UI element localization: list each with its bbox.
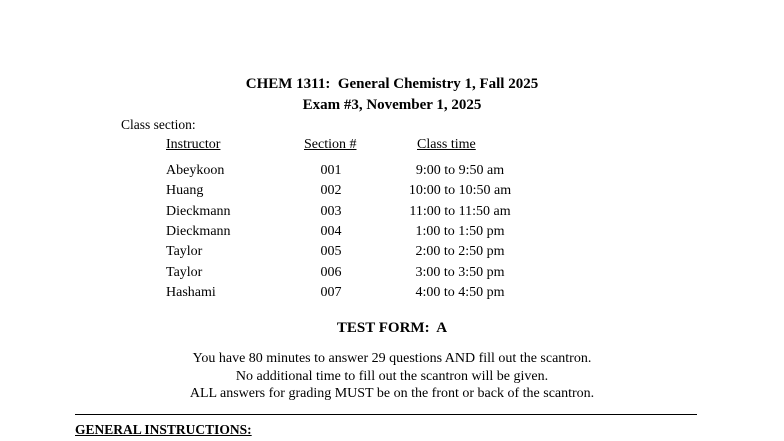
section-number: 003: [320, 204, 342, 219]
no-extra-time-notice: No additional time to fill out the scantron will be given.: [235, 369, 549, 384]
class-time: 11:00 to 11:50 am: [409, 204, 511, 219]
time-limit-notice: You have 80 minutes to answer 29 questions AND fill out the scantron.: [192, 351, 592, 366]
class-time-column-header: Class time: [417, 137, 476, 152]
class-time: 1:00 to 1:50 pm: [415, 224, 505, 239]
scantron-answers-notice: ALL answers for grading MUST be on the front or back of the scantron.: [189, 386, 595, 401]
class-time: 3:00 to 3:50 pm: [415, 265, 505, 280]
section-number: 001: [320, 163, 342, 178]
instructor-name: Dieckmann: [166, 224, 231, 239]
section-row: [0, 244, 784, 264]
class-time: 10:00 to 10:50 am: [408, 183, 512, 198]
class-time: 4:00 to 4:50 pm: [415, 285, 505, 300]
section-number: 002: [320, 183, 342, 198]
class-time: 2:00 to 2:50 pm: [415, 244, 505, 259]
general-instructions-heading: GENERAL INSTRUCTIONS:: [75, 422, 252, 437]
section-number: 005: [320, 244, 342, 259]
horizontal-divider: [75, 414, 697, 415]
instructor-name: Huang: [166, 183, 204, 198]
instructor-name: Taylor: [166, 265, 203, 280]
class-time: 9:00 to 9:50 am: [415, 163, 505, 178]
section-row: [0, 163, 784, 183]
section-row: [0, 224, 784, 244]
section-row: [0, 285, 784, 305]
class-section-label: Class section:: [121, 117, 196, 132]
section-number: 007: [320, 285, 342, 300]
section-row: [0, 183, 784, 203]
instructor-name: Abeykoon: [166, 163, 225, 178]
section-column-header: Section #: [304, 137, 357, 152]
section-number: 004: [320, 224, 342, 239]
test-form-label: TEST FORM: A: [336, 320, 448, 336]
instructor-name: Dieckmann: [166, 204, 231, 219]
instructor-name: Taylor: [166, 244, 203, 259]
instructor-column-header: Instructor: [166, 137, 221, 152]
exam-title: Exam #3, November 1, 2025: [302, 97, 482, 113]
instructor-name: Hashami: [166, 285, 216, 300]
section-number: 006: [320, 265, 342, 280]
course-title: CHEM 1311: General Chemistry 1, Fall 2025: [245, 76, 539, 92]
section-row: [0, 265, 784, 285]
section-row: [0, 204, 784, 224]
